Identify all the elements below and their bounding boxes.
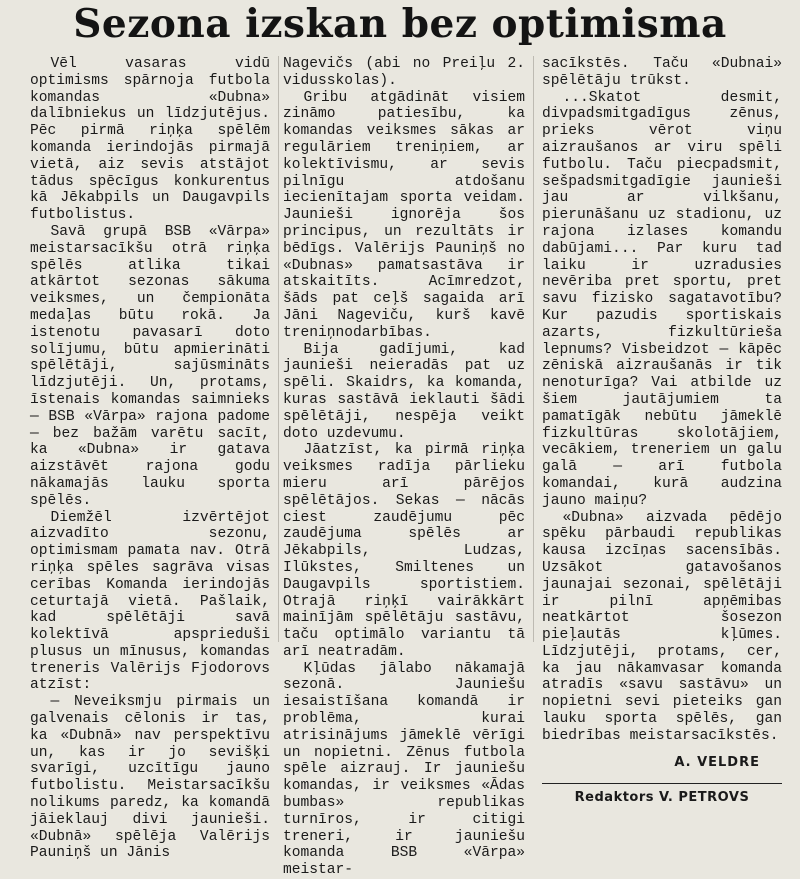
paragraph: Vēl vasaras vidū optimisms spārnoja futbola komandas «Dubna» dalībniekus un līdzjutējus. Pēc pirmā riņķa spēlēm komanda ierindojās pirmajā vietā, aiz sevis atstājot tādus spēcīgus konkurentus kā Jēkabpils un Daugavpils futbolistus. <box>30 56 270 224</box>
editor-credit: Redaktors V. PETROVS <box>574 790 750 806</box>
paragraph: Nagevičs (abi no Preiļu 2. vidusskolas). <box>283 56 525 89</box>
article-column-1 <box>30 56 270 862</box>
author-signature: A. VELDRE <box>674 754 760 770</box>
column-divider <box>533 56 534 642</box>
paragraph: Diemžēl izvērtējot aizvadīto sezonu, optimismam pamata nav. Otrā riņķa spēles sagrāva visas cerības Komanda ierindojās ceturtajā vietā. Pašlaik, kad spēlētāji savā kolektīvā apsprieduši plusus un mīnusus, komandas treneris Valērijs Fjodorovs atzīst: <box>30 509 270 694</box>
article-column-2 <box>283 56 525 879</box>
article-title: Sezona izskan bez optimisma <box>73 1 727 47</box>
paragraph: Gribu atgādināt visiem zināmo patiesību, ka komandas veiksmes sākas ar regulāriem treniņiem, ar kolektīvismu, ar sevis pilnīgu atdošanu iecienītajam sporta veidam. Jaunieši ignorēja šos principus, un rezultāts ir bēdīgs. Valērijs Pauniņš no «Dubnas» pamatsastāva ir atskaitīts. Acīmredzot, šāds pat ceļš sagaida arī Jāni Nageviču, kurš kavē treniņnodarbības. <box>283 89 525 341</box>
paragraph: «Dubna» aizvada pēdējo spēku pārbaudi republikas kausa izcīņas sacensībās. Uzsākot gatavošanos jaunajai sezonai, spēlētāji ir pilnī apņēmibas neatkārtot šosezon pieļautās kļūmes. Līdzjutēji, protams, cer, ka jau nākamvasar komanda atradīs «savu sastāvu» un nopietni sevi pieteiks gan lauku sporta spēlēs, gan biedrības meistarsacīkstēs. <box>542 509 782 744</box>
paragraph: Kļūdas jālabo nākamajā sezonā. Jauniešu iesaistīšana komandā ir problēma, kurai atrisinājums jāmeklē vērīgi un nopietni. Zēnus futbola spēle aizrauj. Ir jauniešu komandas, ir veiksmes «Ādas bumbas» republikas turnīros, ir citigi treneri, ir jauniešu komanda BSB «Vārpa» meistar- <box>283 660 525 879</box>
paragraph: ...Skatot desmit, divpadsmitgadīgus zēnus, prieks vērot viņu aizraušanos ar viru spēli futbolu. Taču piecpadsmit, sešpadsmitgadīgie jaunieši jau ar vilkšanu, pierunāšanu uz stadionu, uz rajona izlases komandu dabūjami... Par kuru tad laiku ir uzradusies nevēriba pret sportu, pret savu fizisko sagatavotību? Kur pazudis sportiskais azarts, fizkultūrieša lepnums? Visbeidzot — kāpēc zēniskā aizraušanās ir tik nenoturīga? Vai atbilde uz šiem jautājumiem ta pamatīgāk nebūtu jāmeklē fizkultūras skolotājiem, vecākiem, treneriem un galu galā — arī futbola komandai, kurā audzina jauno maiņu? <box>542 89 782 509</box>
paragraph: Bija gadījumi, kad jaunieši neieradās pat uz spēli. Skaidrs, ka komanda, kuras sastāvā ieklauti šādi spēlētāji, nespēja veikt doto uzdevumu. <box>283 341 525 442</box>
paragraph: Savā grupā BSB «Vārpa» meistarsacīkšu otrā riņķa spēlēs atlika tikai atkārtot sezonas sākuma veiksmes, un čempionāta medaļas būtu rokā. Ja istenotu pavasarī doto solījumu, būtu apmierināti spēlētāji, sajūsmināts līdzjutēji. Un, protams, īstenais komandas saimnieks — BSB «Vārpa» rajona padome — bez bažām varētu sacīt, ka «Dubna» ir gatava aizstāvēt rajona godu nākamajās lauku sporta spēlēs. <box>30 223 270 509</box>
paragraph: — Neveiksmju pirmais un galvenais cēlonis ir tas, ka «Dubnā» nav perspektīvu un, kas ir jo sevišķi svarīgi, uzcītīgu jauno futbolistu. Meistarsacīkšu nolikums paredz, ka komandā jāieklauj divi jaunieši. «Dubnā» spēlēja Valērijs Pauniņš un Jānis <box>30 694 270 862</box>
article-column-3 <box>542 56 782 807</box>
paragraph: Jāatzīst, ka pirmā riņķa veiksmes radīja pārlieku mieru arī pārējos spēlētājos. Sekas — nācās ciest zaudējumu pēc zaudējuma spēlēs ar Jēkabpils, Ludzas, Ilūkstes, Smiltenes un Daugavpils sportistiem. Otrajā riņķī vairākkārt mainījām spēlētāju sastāvu, taču optimālo variantu tā arī neatradām. <box>283 442 525 660</box>
paragraph: sacīkstēs. Taču «Dubnai» spēlētāju trūkst. <box>542 56 782 89</box>
divider <box>542 783 782 784</box>
column-divider <box>278 56 279 642</box>
